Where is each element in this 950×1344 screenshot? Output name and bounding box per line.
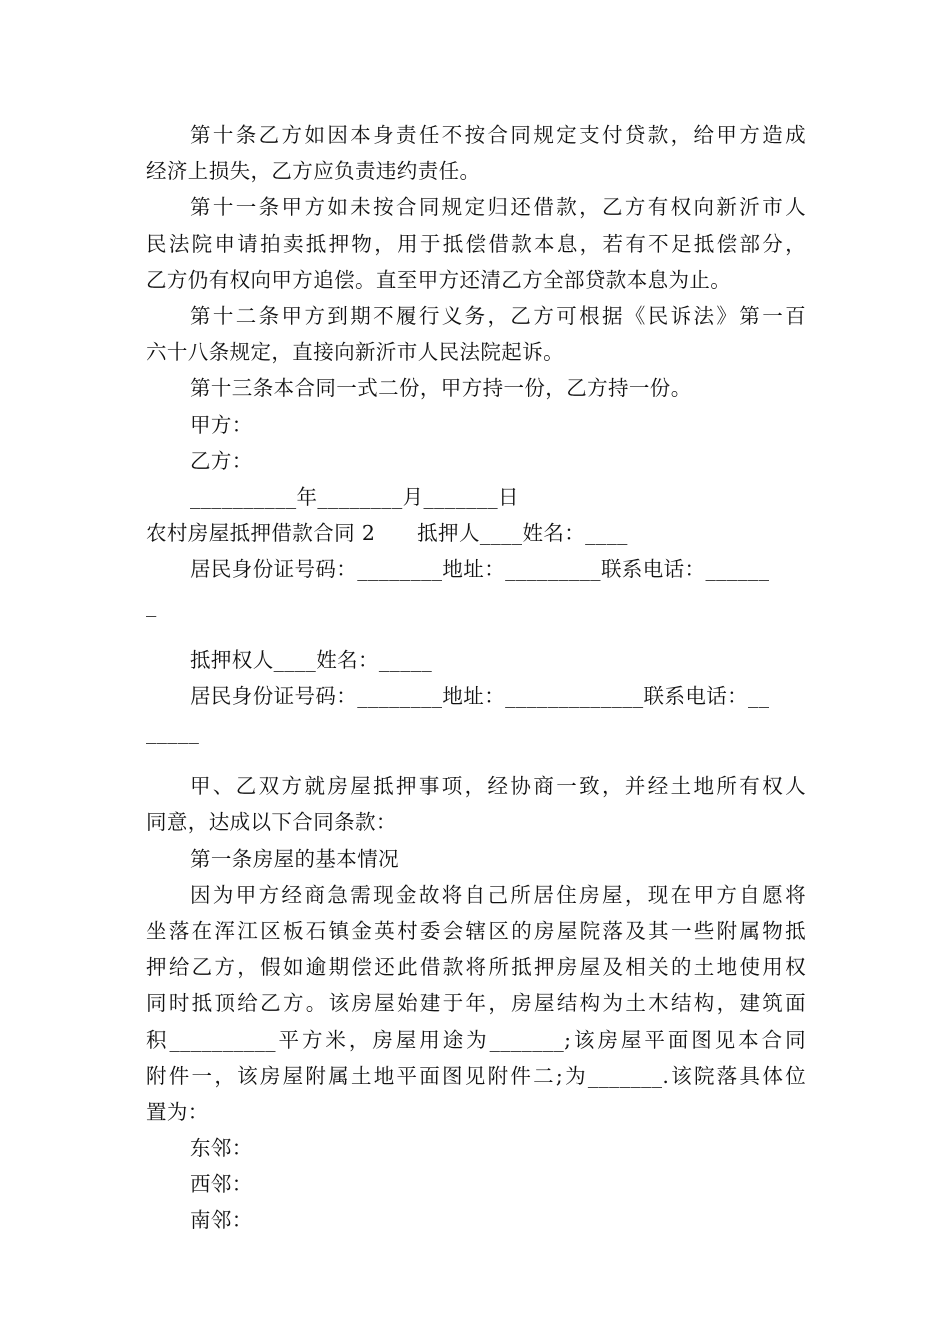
text-line: 抵押权人____姓名：_____ [190, 647, 433, 672]
text-line: 因为甲方经商急需现金故将自己所居住房屋，现在甲方自愿将 [190, 882, 806, 907]
text-line: 居民身份证号码：________地址：_________联系电话：______ [190, 557, 770, 582]
text-line: 六十八条规定，直接向新沂市人民法院起诉。 [146, 340, 564, 365]
date-line: __________年________月_______日 [190, 484, 519, 509]
text-line: 置为： [146, 1099, 209, 1124]
text-line: _____ [146, 720, 200, 744]
text-line: 附件一，该房屋附属土地平面图见附件二;为_______.该院落具体位 [146, 1063, 806, 1088]
text-line: 经济上损失，乙方应负责违约责任。 [146, 159, 481, 184]
neighbor-west: 西邻： [190, 1172, 253, 1197]
text-line: 第十二条甲方到期不履行义务，乙方可根据《民诉法》第一百 [190, 303, 806, 328]
text-line: 第十条乙方如因本身责任不按合同规定支付贷款，给甲方造成 [190, 123, 806, 147]
text-line: 第十三条本合同一式二份，甲方持一份，乙方持一份。 [190, 376, 692, 401]
text-line: 民法院申请拍卖抵押物，用于抵偿借款本息，若有不足抵偿部分， [146, 231, 806, 256]
text-line: 押给乙方，假如逾期偿还此借款将所抵押房屋及相关的土地使用权 [146, 955, 806, 980]
article-heading: 第一条房屋的基本情况 [190, 846, 399, 871]
text-line: 甲、乙双方就房屋抵押事项，经协商一致，并经土地所有权人 [190, 774, 806, 799]
contract-text [146, 117, 806, 1239]
text-line: 积__________平方米，房屋用途为_______;该房屋平面图见本合同 [146, 1027, 806, 1052]
text-line: 居民身份证号码：________地址：_____________联系电话：__ [190, 683, 770, 708]
text-line: _ [146, 593, 157, 618]
signature-party-a: 甲方： [190, 412, 253, 437]
text-line: 乙方仍有权向甲方追偿。直至甲方还清乙方全部贷款本息为止。 [146, 267, 732, 292]
text-line: 第十一条甲方如未按合同规定归还借款，乙方有权向新沂市人 [190, 195, 806, 220]
text-line: 坐落在浑江区板石镇金英村委会辖区的房屋院落及其一些附属物抵 [146, 918, 806, 943]
text-line: 同时抵顶给乙方。该房屋始建于年，房屋结构为土木结构，建筑面 [146, 991, 806, 1016]
section-heading-contract-2: 农村房屋抵押借款合同 2 抵押人____姓名：____ [146, 521, 628, 546]
text-line: 同意，达成以下合同条款： [146, 810, 397, 835]
signature-party-b: 乙方： [190, 448, 253, 473]
neighbor-south: 南邻： [190, 1208, 253, 1233]
neighbor-east: 东邻： [190, 1136, 253, 1161]
